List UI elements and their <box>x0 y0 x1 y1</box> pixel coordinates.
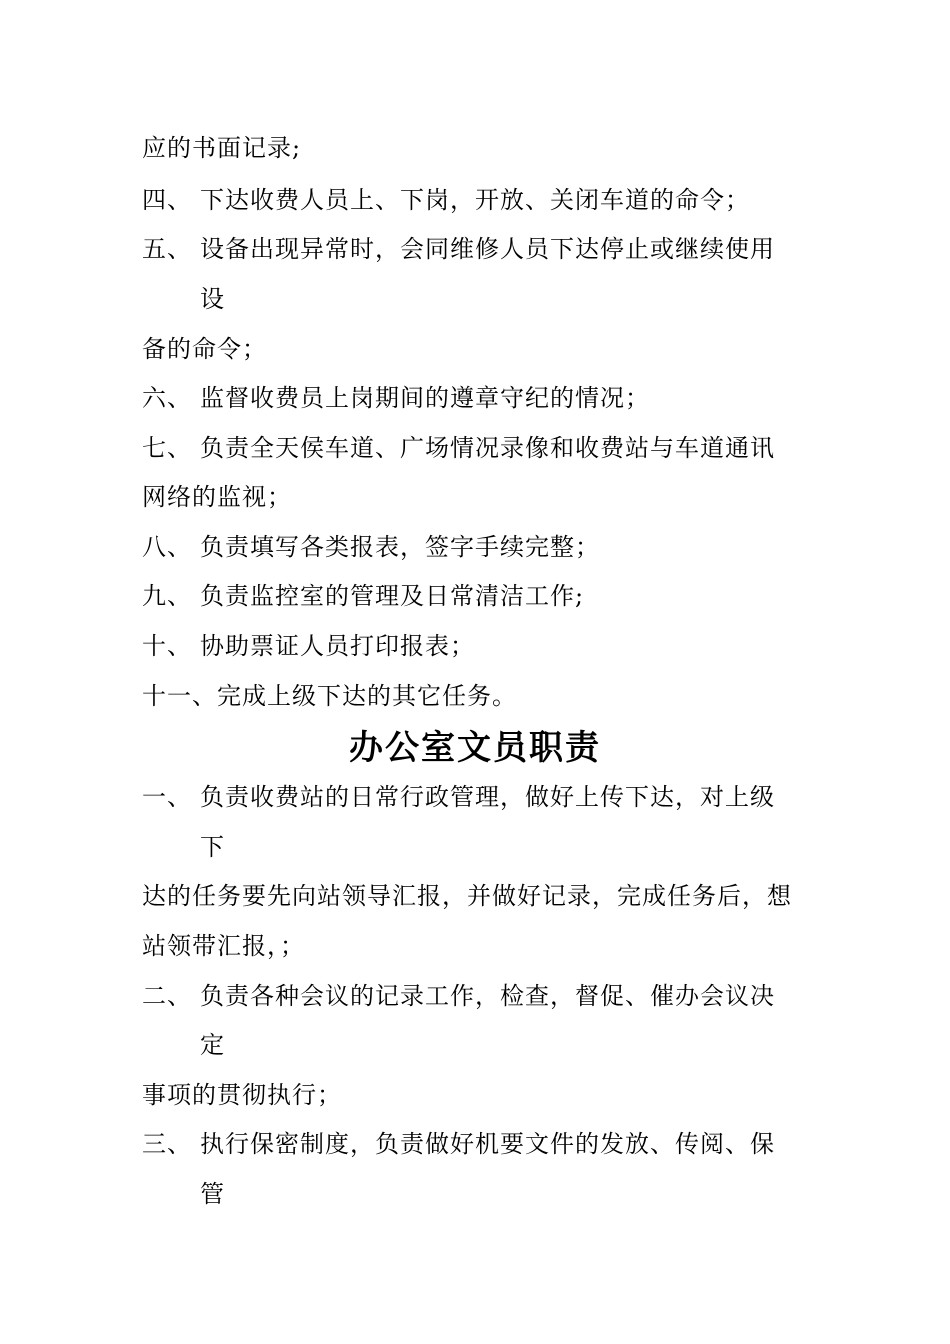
item-text: 管 <box>200 1180 225 1208</box>
item-text: 负责监控室的管理及日常清洁工作; <box>200 582 585 610</box>
item-number: 一、 <box>142 783 192 811</box>
item-text: 负责全天侯车道、广场情况录像和收费站与车道通讯 <box>200 434 775 462</box>
item-number: 二、 <box>142 982 192 1010</box>
item-text: 备的命令； <box>142 335 267 363</box>
list-item-3 <box>142 1128 775 1160</box>
item-text: 负责收费站的日常行政管理，做好上传下达，对上级 <box>200 783 775 811</box>
list-item-10 <box>142 630 475 662</box>
item-text: 设备出现异常时，会同维修人员下达停止或继续使用 <box>200 235 775 263</box>
item-text: 十一、完成上级下达的其它任务。 <box>142 682 517 710</box>
list-item-7-wrap <box>142 481 292 513</box>
item-number: 十、 <box>142 632 192 660</box>
item-number: 四、 <box>142 186 192 214</box>
item-text: 网络的监视； <box>142 483 292 511</box>
item-text: 监督收费员上岗期间的遵章守纪的情况； <box>200 384 650 412</box>
list-item-1 <box>142 781 775 813</box>
item-text: 执行保密制度，负责做好机要文件的发放、传阅、保 <box>200 1130 775 1158</box>
list-item-5-wrap <box>142 333 267 365</box>
list-item-2-wrap <box>142 1079 342 1111</box>
list-item-5 <box>142 233 775 265</box>
item-number: 八、 <box>142 533 192 561</box>
paragraph-line <box>142 132 301 164</box>
list-item-9 <box>142 580 584 612</box>
item-text: 负责填写各类报表，签字手续完整； <box>200 533 600 561</box>
line-text: 应的书面记录; <box>142 134 302 162</box>
list-item-5-continuation <box>200 283 225 315</box>
list-item-11 <box>142 680 517 712</box>
item-text: 事项的贯彻执行； <box>142 1081 342 1109</box>
item-text: 下达收费人员上、下岗，开放、关闭车道的命令； <box>200 186 750 214</box>
list-item-8 <box>142 531 600 563</box>
item-text: 达的任务要先向站领导汇报，并做好记录，完成任务后，想 <box>142 882 792 910</box>
list-item-2-continuation <box>200 1029 225 1061</box>
list-item-3-continuation <box>200 1178 225 1210</box>
item-number: 五、 <box>142 235 192 263</box>
list-item-6 <box>142 382 650 414</box>
item-number: 七、 <box>142 434 192 462</box>
section-heading: 办公室文员职责 <box>349 728 601 768</box>
list-item-1-wrap-2 <box>142 930 305 962</box>
item-text: 下 <box>200 833 225 861</box>
item-text: 设 <box>200 285 225 313</box>
list-item-1-wrap <box>142 880 792 912</box>
item-text: 定 <box>200 1031 225 1059</box>
item-text: 负责各种会议的记录工作，检查，督促、催办会议决 <box>200 982 775 1010</box>
item-number: 三、 <box>142 1130 192 1158</box>
list-item-4 <box>142 184 750 216</box>
item-text: 协助票证人员打印报表； <box>200 632 475 660</box>
item-text: 站领带汇报，； <box>142 932 305 960</box>
list-item-2 <box>142 980 775 1012</box>
list-item-1-continuation <box>200 831 225 863</box>
item-number: 九、 <box>142 582 192 610</box>
list-item-7 <box>142 432 775 464</box>
item-number: 六、 <box>142 384 192 412</box>
